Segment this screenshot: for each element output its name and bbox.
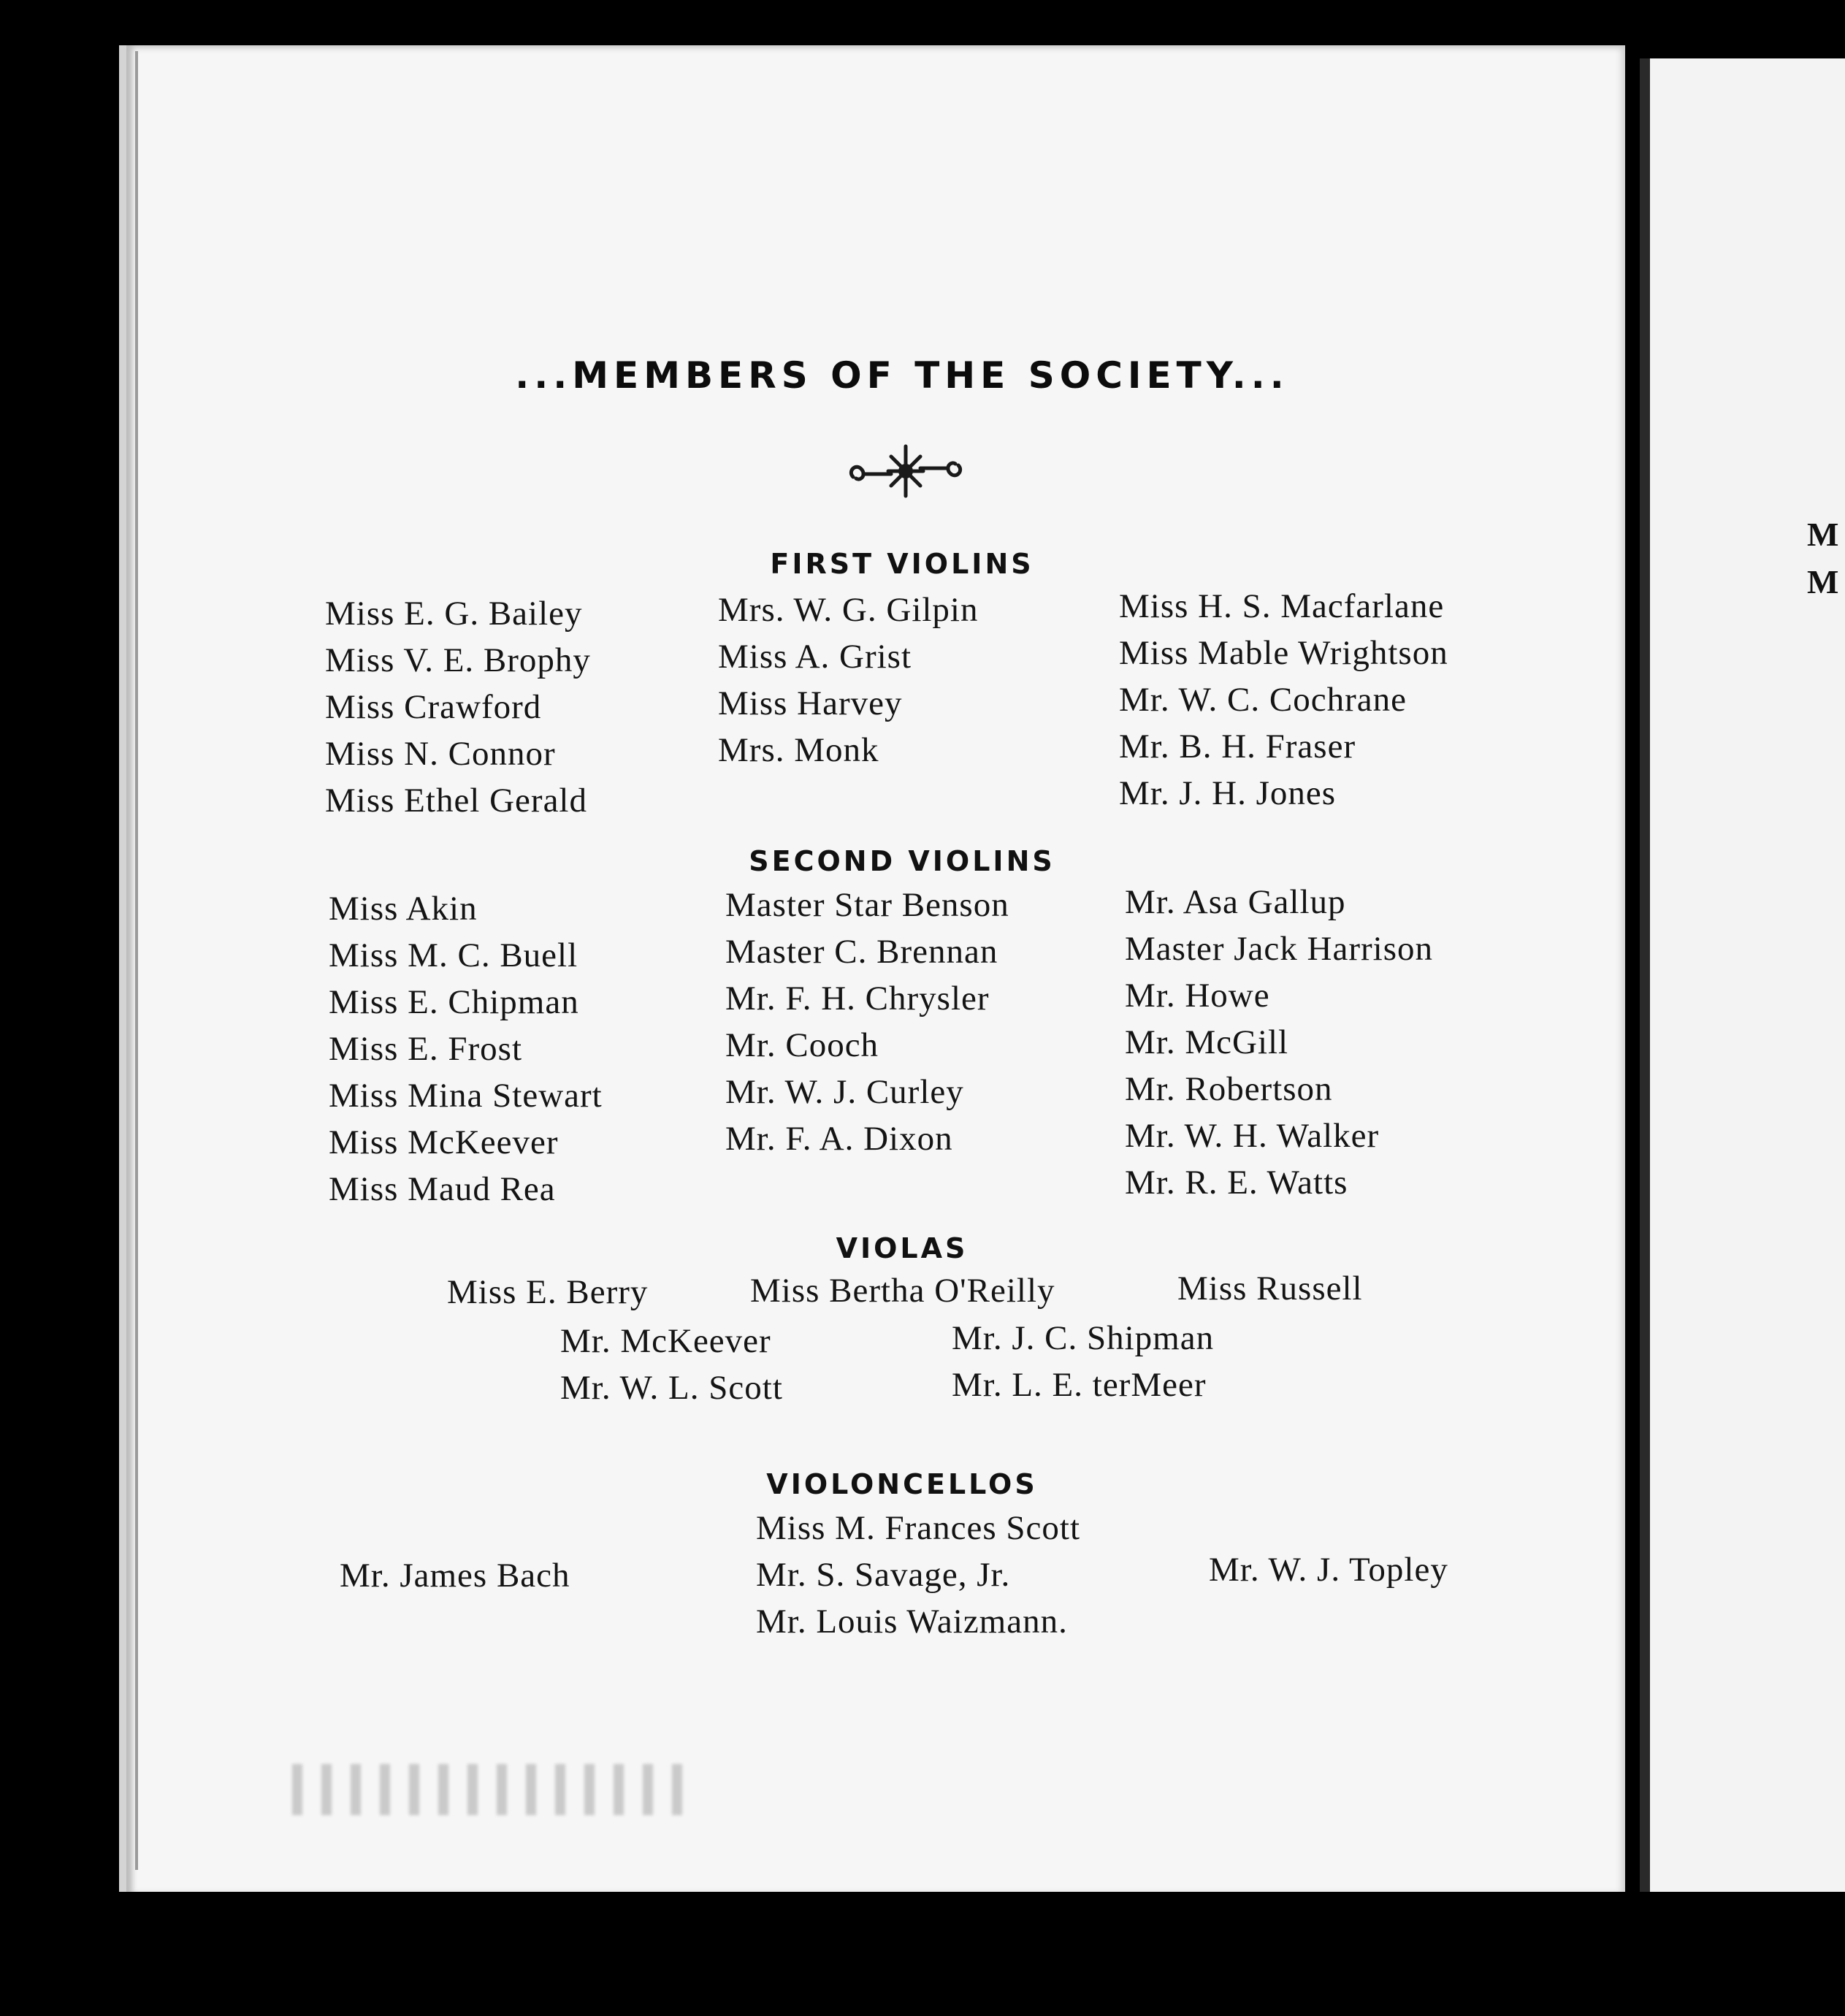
first-violins-column-1: [325, 590, 591, 824]
member-name: Mr. Howe: [1125, 977, 1270, 1015]
violoncellos-center-column: [756, 1505, 1080, 1645]
member-name: Mr. Cooch: [725, 1026, 879, 1064]
member-name: Miss Akin: [329, 890, 478, 928]
section-heading-first-violins: FIRST VIOLINS: [770, 548, 1034, 580]
member-name: Mr. R. E. Watts: [1125, 1164, 1348, 1202]
faded-stamp: [292, 1764, 687, 1815]
member-name: Miss E. Chipman: [329, 983, 579, 1021]
member-name: Master C. Brennan: [725, 933, 998, 971]
member-name: Mr. W. H. Walker: [1125, 1117, 1380, 1155]
member-name: Miss A. Grist: [718, 638, 912, 676]
member-name: Miss Russell: [1177, 1269, 1363, 1307]
member-name: Miss Mable Wrightson: [1119, 634, 1448, 672]
member-name: Mr. W. J. Topley: [1209, 1551, 1448, 1589]
member-name: Mr. W. J. Curley: [725, 1073, 964, 1111]
member-name: Miss N. Connor: [325, 735, 556, 773]
first-violins-column-2: [718, 587, 979, 774]
member-name: Miss Harvey: [718, 684, 903, 722]
second-violins-column-3: [1125, 879, 1433, 1206]
member-name: Mr. Robertson: [1125, 1070, 1333, 1108]
ornament-icon: [847, 442, 964, 500]
member-name: Miss E. Frost: [329, 1030, 523, 1068]
member-name: Mr. B. H. Fraser: [1119, 728, 1356, 765]
member-name: Miss Bertha O'Reilly: [750, 1272, 1055, 1310]
facing-page-letter: M: [1807, 516, 1839, 553]
member-name: Miss M. Frances Scott: [756, 1509, 1080, 1547]
member-name: Mr. F. A. Dixon: [725, 1120, 953, 1158]
member-name: Miss Ethel Gerald: [325, 782, 587, 820]
member-name: Mr. J. C. Shipman: [952, 1319, 1215, 1357]
member-name: Miss Crawford: [325, 688, 542, 726]
member-name: Miss V. E. Brophy: [325, 641, 591, 679]
member-name: Miss McKeever: [329, 1123, 559, 1161]
member-name: Mrs. Monk: [718, 731, 879, 769]
member-name: Miss M. C. Buell: [329, 936, 578, 974]
member-name: Miss E. G. Bailey: [325, 595, 583, 633]
section-heading-second-violins: SECOND VIOLINS: [749, 845, 1055, 877]
section-heading-violoncellos: VIOLONCELLOS: [766, 1468, 1038, 1500]
violas-column-b: [952, 1315, 1214, 1408]
section-heading-violas: VIOLAS: [836, 1232, 969, 1264]
member-name: Master Star Benson: [725, 886, 1009, 924]
facing-page-letter: M: [1807, 563, 1839, 600]
member-name: Master Jack Harrison: [1125, 930, 1433, 968]
member-name: Miss Maud Rea: [329, 1170, 556, 1208]
member-name: Mr. Asa Gallup: [1125, 883, 1346, 921]
member-name: Mr. S. Savage, Jr.: [756, 1556, 1011, 1594]
violas-column-a: [560, 1318, 783, 1411]
facing-page: [1640, 58, 1845, 1892]
member-name: Mr. W. L. Scott: [560, 1369, 783, 1407]
member-name: Miss E. Berry: [447, 1273, 649, 1311]
member-name: Miss H. S. Macfarlane: [1119, 587, 1445, 625]
member-name: Mr. L. E. terMeer: [952, 1366, 1207, 1404]
member-name: Mrs. W. G. Gilpin: [718, 591, 979, 629]
page-edge-rule: [135, 51, 138, 1870]
page-title: ...MEMBERS OF THE SOCIETY...: [515, 354, 1289, 397]
second-violins-column-2: [725, 882, 1009, 1162]
member-name: Mr. McGill: [1125, 1023, 1289, 1061]
member-name: Miss Mina Stewart: [329, 1077, 603, 1115]
first-violins-column-3: [1119, 583, 1448, 817]
member-name: Mr. J. H. Jones: [1119, 774, 1337, 812]
second-violins-column-1: [329, 885, 603, 1213]
member-name: Mr. Louis Waizmann.: [756, 1603, 1068, 1641]
member-name: Mr. F. H. Chrysler: [725, 980, 990, 1017]
member-name: Mr. James Bach: [340, 1557, 570, 1595]
member-name: Mr. W. C. Cochrane: [1119, 681, 1407, 719]
member-name: Mr. McKeever: [560, 1322, 771, 1360]
